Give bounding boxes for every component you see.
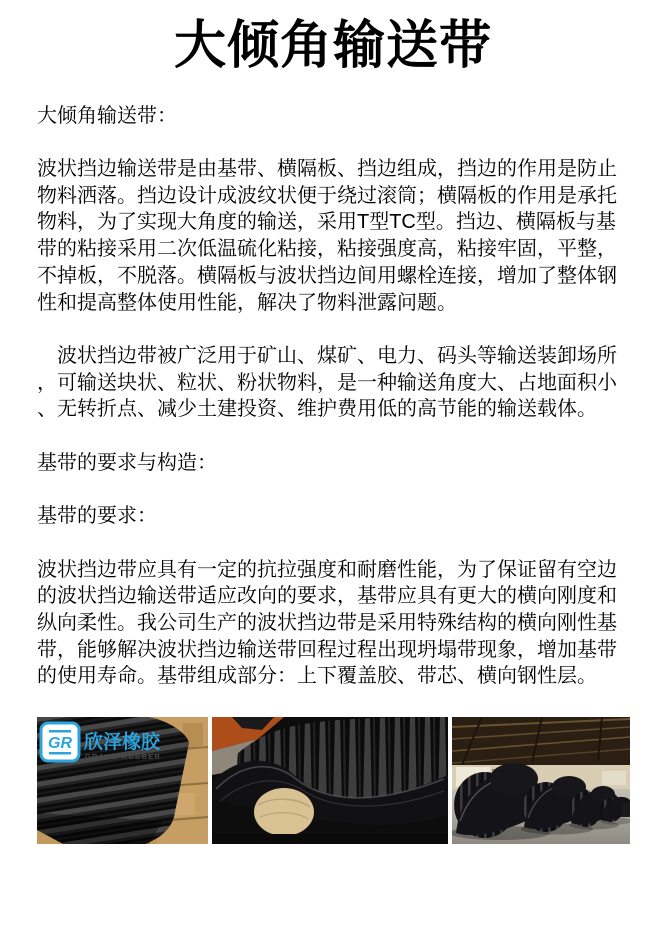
logo-name-en: GRAND RUBBER [85, 751, 162, 761]
page-title: 大倾角输送带 [173, 17, 492, 75]
paragraph-heading-base-belt: 基带的要求与构造： [37, 451, 217, 474]
paragraph-heading-requirements: 基带的要求： [37, 505, 157, 528]
logo-name-cn: 欣泽橡胶 [84, 731, 161, 753]
photo-sidewall-belt-closeup [37, 717, 208, 844]
paragraph-base-belt-detail: 波状挡边带应具有一定的抗拉强度和耐磨性能，为了保证留有空边的波状挡边输送带适应改向的要求，基带应具有更大的横向刚度和纵向柔性。我公司生产的波状挡边带是采用特殊结构的横向刚性基带，能够解决波状挡边输送带回程过程出现坍塌带现象，增加基带的使用寿命。基带组成部分：上下覆盖胶、带芯、横向钢性层。 [37, 558, 617, 688]
wooden-core [254, 788, 314, 836]
paragraph-applications: 波状挡边带被广泛用于矿山、煤矿、电力、码头等输送装卸场所，可输送块状、粒状、粉状物料，是一种输送角度大、占地面积小、无转折点、减少土建投资、维护费用低的高节能的输送载体。 [37, 344, 617, 421]
paragraph-structure: 波状挡边输送带是由基带、横隔板、挡边组成，挡边的作用是防止物料洒落。挡边设计成波纹状便于绕过滚筒；横隔板的作用是承托物料，为了实现大角度的输送，采用T型TC型。挡边、横隔板与基带的粘接采用二次低温硫化粘接，粘接强度高，粘接牢固，平整，不掉板，不脱落。横隔板与波状挡边间用螺栓连接，增加了整体钢性和提高整体使用性能，解决了物料泄露问题。 [37, 158, 617, 314]
article-body [37, 103, 629, 690]
photo-folded-belt-with-core [212, 717, 448, 844]
warehouse-photo-illustration [452, 717, 630, 844]
folded-belt-photo-illustration [212, 717, 448, 844]
logo-monogram: GR [48, 734, 72, 752]
product-page [0, 16, 666, 946]
photo-warehouse-belts [452, 717, 630, 844]
product-photo-gallery [37, 717, 666, 844]
sidewall-belt-photo-illustration [37, 717, 208, 844]
paragraph-intro-label: 大倾角输送带： [37, 104, 177, 127]
